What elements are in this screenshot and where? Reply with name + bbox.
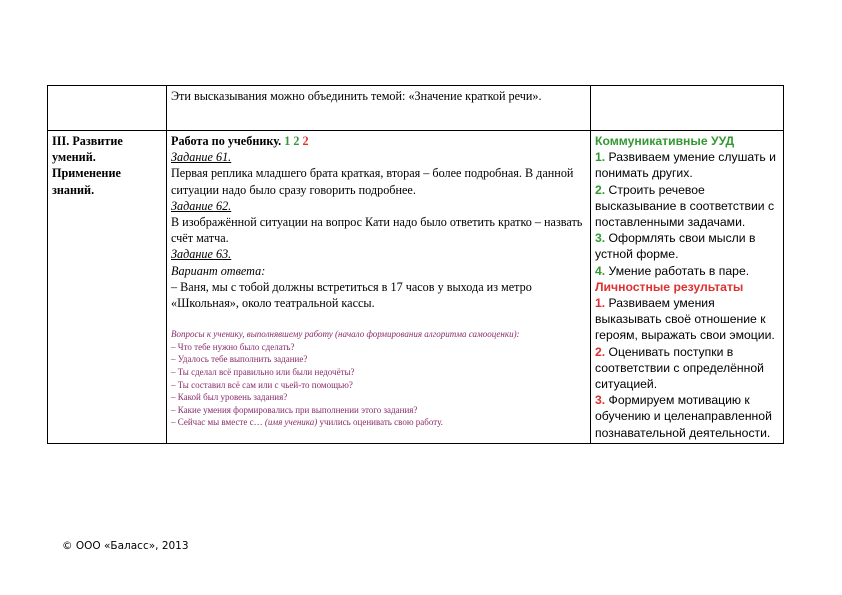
work-heading xyxy=(171,133,586,149)
personal-heading: Личностные результаты xyxy=(595,279,744,294)
table-row xyxy=(48,131,784,444)
table-row xyxy=(48,86,784,131)
task-61-text: Первая реплика младшего брата краткая, вторая – более подробная. В данной ситуации надо было сразу говорить подробнее. xyxy=(171,166,574,197)
item-number: 1. xyxy=(595,150,606,165)
item-text: Развиваем умения выказывать своё отношение к героям, выражать свои эмоции. xyxy=(595,296,775,343)
results-cell xyxy=(591,86,784,131)
communicative-item xyxy=(595,263,779,279)
item-number: 4. xyxy=(595,263,606,278)
theme-text: Эти высказывания можно объединить темой: «Значение краткой речи». xyxy=(171,89,542,103)
copyright-footer: © ООО «Баласс», 2013 xyxy=(62,540,189,552)
communicative-item xyxy=(595,230,779,262)
question-item: – Какой был уровень задания? xyxy=(171,392,288,403)
item-number: 2. xyxy=(595,182,606,197)
task-62-text: В изображённой ситуации на вопрос Кати надо было ответить кратко – назвать счёт матча. xyxy=(171,215,583,246)
stage-subtitle: Применение знаний. xyxy=(52,166,121,197)
item-number: 1. xyxy=(595,296,606,311)
communicative-heading: Коммуникативные УУД xyxy=(595,134,735,148)
task-63-label: Задание 63. xyxy=(171,247,232,262)
communicative-item xyxy=(595,182,779,231)
content-cell xyxy=(167,86,591,131)
work-label: Работа по учебнику. xyxy=(171,134,282,148)
num-2: 2 xyxy=(293,134,300,148)
item-text: Умение работать в паре. xyxy=(605,263,750,278)
question-last-c: учились оценивать свою работу. xyxy=(317,417,443,428)
item-text: Развиваем умение слушать и понимать других. xyxy=(595,150,776,181)
question-item: – Какие умения формировались при выполнении этого задания? xyxy=(171,404,418,415)
item-text: Строить речевое высказывание в соответствии с поставленными задачами. xyxy=(595,182,775,230)
num-3: 2 xyxy=(302,134,309,148)
stage-title: III. Развитие умений. xyxy=(52,134,123,165)
variant-text: – Ваня, мы с тобой должны встретиться в 17 часов у выхода из метро «Школьная», около театральной кассы. xyxy=(171,279,532,311)
question-item xyxy=(171,416,586,429)
questions-intro: Вопросы к ученику, выполнявшему работу (начало формирования алгоритма самооценки): xyxy=(171,329,520,340)
item-number: 3. xyxy=(595,231,606,246)
question-last-a: – Сейчас мы вместе с… xyxy=(171,417,265,428)
num-1: 1 xyxy=(284,134,291,148)
question-item: – Что тебе нужно было сделать? xyxy=(171,341,295,352)
item-text: Оценивать поступки в соответствии с определённой ситуацией. xyxy=(595,344,764,392)
personal-item xyxy=(595,344,779,393)
item-text: Формируем мотивацию к обучению и целенаправленной познавательной деятельности. xyxy=(595,393,772,440)
question-item: – Ты сделал всё правильно или были недочёты? xyxy=(171,367,355,378)
question-last-b: (имя ученика) xyxy=(264,417,318,428)
item-text: Оформлять свои мысли в устной форме. xyxy=(595,231,756,262)
variant-label: Вариант ответа: xyxy=(171,263,266,278)
task-61-label: Задание 61. xyxy=(171,150,232,165)
stage-cell xyxy=(48,131,167,444)
self-assessment-questions xyxy=(171,328,586,429)
personal-item xyxy=(595,295,779,344)
lesson-plan-table xyxy=(47,85,784,444)
content-cell xyxy=(167,131,591,444)
results-cell xyxy=(591,131,784,444)
question-item: – Ты составил всё сам или с чьей-то помощью? xyxy=(171,379,353,390)
task-62-label: Задание 62. xyxy=(171,198,232,213)
question-item: – Удалось тебе выполнить задание? xyxy=(171,354,308,365)
item-number: 3. xyxy=(595,393,606,408)
item-number: 2. xyxy=(595,344,606,359)
stage-cell xyxy=(48,86,167,131)
communicative-item xyxy=(595,149,779,181)
personal-item xyxy=(595,392,779,441)
